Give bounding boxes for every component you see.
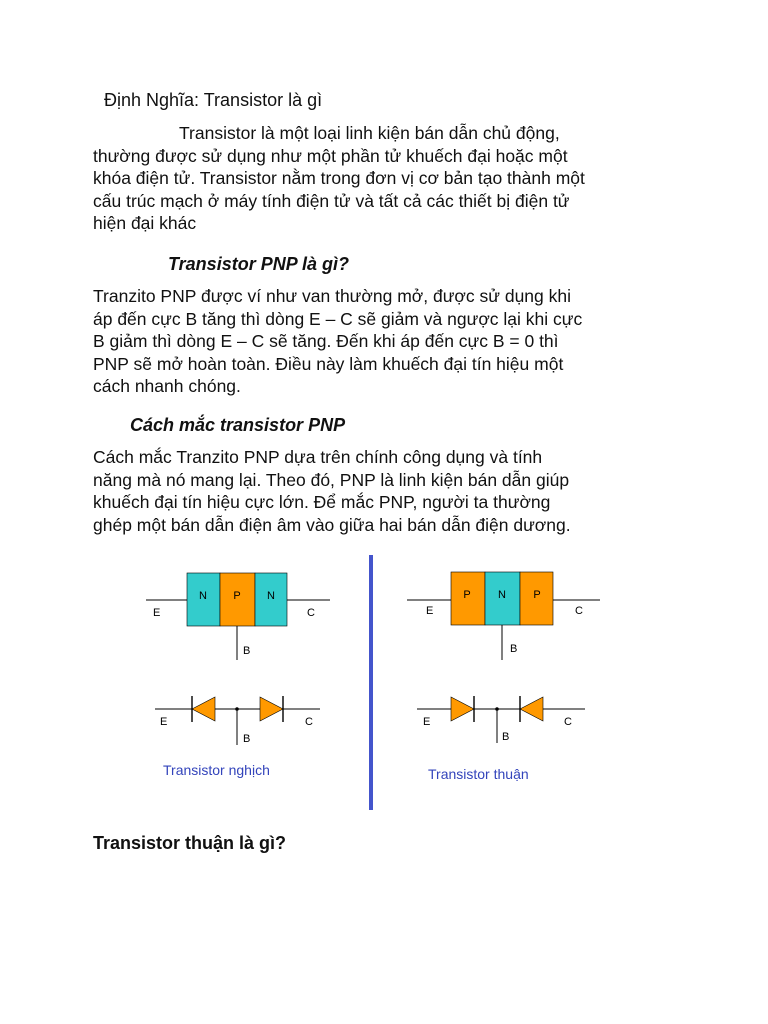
text-line: năng mà nó mang lại. Theo đó, PNP là linh kiện bán dẫn giúp — [93, 469, 570, 490]
terminal-b-label: B — [510, 643, 518, 655]
text-line: B giảm thì dòng E – C sẽ tăng. Đến khi áp đến cực B = 0 thì — [93, 331, 559, 351]
left-diode-diagram — [155, 696, 320, 745]
terminal-b-label: B — [243, 645, 251, 657]
block-label: P — [533, 589, 541, 601]
text-line: áp đến cực B tăng thì dòng E – C sẽ giảm và ngược lại khi cực — [93, 308, 583, 329]
pnp-heading: Transistor PNP là gì? — [168, 254, 350, 274]
text-line: PNP sẽ mở hoàn toàn. Điều này làm khuếch đại tín hiệu một — [93, 353, 564, 374]
text-line: cấu trúc mạch ở máy tính điện tử và tất cả các thiết bị điện tử — [93, 190, 570, 211]
terminal-e-label: E — [423, 716, 431, 728]
terminal-c-label: C — [564, 716, 572, 728]
text-line: hiện đại khác — [93, 213, 197, 233]
terminal-b-label: B — [502, 731, 510, 743]
terminal-c-label: C — [305, 716, 313, 728]
terminal-c-label: C — [575, 605, 583, 617]
left-block-diagram — [146, 573, 330, 660]
terminal-e-label: E — [160, 716, 168, 728]
left-caption: Transistor nghịch — [163, 762, 270, 778]
terminal-c-label: C — [307, 607, 315, 619]
block-label: N — [267, 590, 275, 602]
block-label: N — [498, 589, 506, 601]
block-label: P — [463, 589, 471, 601]
text-line: cách nhanh chóng. — [93, 376, 241, 396]
text-line: Cách mắc Tranzito PNP dựa trên chính công dụng và tính — [93, 447, 543, 467]
text-line: ghép một bán dẫn điện âm vào giữa hai bán dẫn điện dương. — [93, 514, 571, 535]
diode-icon — [192, 697, 215, 721]
diode-icon — [520, 697, 543, 721]
forward-heading: Transistor thuận là gì? — [93, 833, 287, 853]
terminal-e-label: E — [426, 605, 434, 617]
block-label: P — [233, 590, 241, 602]
terminal-e-label: E — [153, 607, 161, 619]
text-line: thường được sử dụng như một phần tử khuếch đại hoặc một — [93, 145, 568, 166]
wiring-heading: Cách mắc transistor PNP — [130, 415, 346, 435]
right-caption: Transistor thuận — [428, 766, 529, 782]
diode-icon — [260, 697, 283, 721]
right-block-diagram — [407, 572, 600, 660]
text-line: Transistor là một loại linh kiện bán dẫn chủ động, — [179, 123, 560, 143]
right-diode-diagram — [417, 696, 585, 743]
text-line: Tranzito PNP được ví như van thường mở, được sử dụng khi — [93, 286, 572, 306]
diode-icon — [451, 697, 474, 721]
block-label: N — [199, 590, 207, 602]
terminal-b-label: B — [243, 733, 251, 745]
text-line: khóa điện tử. Transistor nằm trong đơn vị cơ bản tạo thành một — [93, 168, 585, 188]
text-line: khuếch đại tín hiệu cực lớn. Để mắc PNP, người ta thường — [93, 492, 551, 512]
definition-heading: Định Nghĩa: Transistor là gì — [104, 90, 323, 110]
